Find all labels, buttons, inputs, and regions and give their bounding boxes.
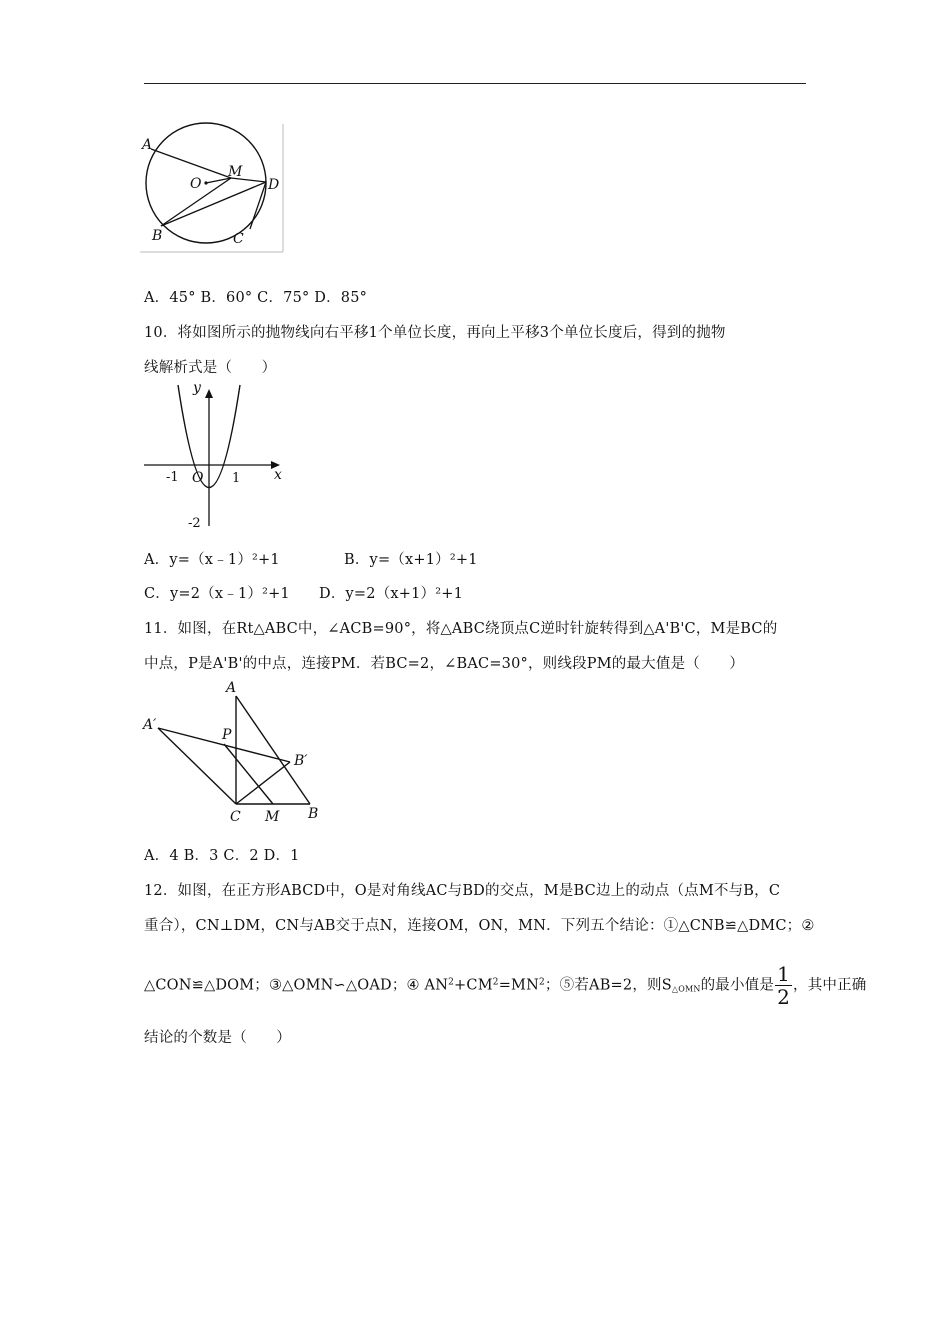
q12-sup-3: 2 bbox=[538, 977, 545, 988]
q9-point-b: B bbox=[152, 228, 163, 244]
q11-stem-line2: 中点，P是A'B'的中点，连接PM．若BC=2，∠BAC=30°，则线段PM的最大值是（ ） bbox=[144, 656, 745, 672]
q12-frac-numerator: 1 bbox=[777, 962, 790, 986]
q10-stem-line1: 10．将如图所示的抛物线向右平移1个单位长度，再向上平移3个单位长度后，得到的抛物 bbox=[144, 325, 726, 341]
q11-stem-line1: 11．如图，在Rt△ABC中，∠ACB=90°，将△ABC绕顶点C逆时针旋转得到△A'B'C，M是BC的 bbox=[144, 621, 778, 637]
q11-point-a-prime: A′ bbox=[143, 717, 157, 733]
q11-point-c: C bbox=[230, 809, 241, 825]
q12-line3-part-a: △CON≌△DOM；③△OMN∽△OAD；④ AN bbox=[144, 977, 449, 994]
q12-sub-triangle: △OMN bbox=[671, 984, 701, 994]
q10-stem-line2: 线解析式是（ ） bbox=[144, 360, 277, 376]
q12-line3-part-d: ；⑤若AB=2，则S bbox=[544, 977, 672, 994]
q10-option-d: D．y=2（x+1）²+1 bbox=[319, 586, 464, 602]
q10-parabola-figure bbox=[140, 380, 290, 530]
q10-option-a: A．y=（x﹣1）²+1 bbox=[144, 552, 280, 568]
q12-sup-2: 2 bbox=[492, 977, 499, 988]
q10-origin-label: O bbox=[192, 470, 204, 486]
q9-point-d: D bbox=[268, 177, 280, 193]
header-rule bbox=[144, 83, 806, 84]
q11-point-m: M bbox=[265, 809, 280, 825]
q12-sup-1: 2 bbox=[448, 977, 455, 988]
q11-point-a: A bbox=[226, 680, 237, 696]
q9-point-c: C bbox=[233, 231, 244, 247]
q12-line3-part-b: +CM bbox=[454, 977, 493, 994]
q10-tick-neg1: -1 bbox=[166, 470, 179, 485]
q9-point-o: O bbox=[190, 176, 202, 192]
q12-stem-line3 bbox=[144, 964, 867, 1007]
q12-stem-line2: 重合），CN⊥DM，CN与AB交于点N，连接OM，ON，MN．下列五个结论：①△CNB≌△DMC；② bbox=[144, 918, 815, 934]
q9-point-m: M bbox=[228, 164, 243, 180]
q12-line3-part-f: ，其中正确 bbox=[793, 977, 867, 994]
q10-tick-neg2: -2 bbox=[188, 516, 201, 531]
q12-fraction bbox=[775, 964, 792, 1007]
q11-point-b: B bbox=[308, 806, 319, 822]
q10-y-label: y bbox=[193, 380, 201, 396]
q10-option-c: C．y=2（x﹣1）²+1 bbox=[144, 586, 290, 602]
q12-line3-part-e: 的最小值是 bbox=[700, 977, 775, 994]
q12-stem-line4: 结论的个数是（ ） bbox=[144, 1030, 291, 1046]
q9-point-a: A bbox=[142, 137, 153, 153]
q11-options: A．4 B．3 C．2 D．1 bbox=[144, 848, 300, 864]
q11-point-b-prime: B′ bbox=[294, 753, 308, 769]
q12-frac-denominator: 2 bbox=[777, 985, 790, 1009]
q12-stem-line1: 12．如图，在正方形ABCD中，O是对角线AC与BD的交点，M是BC边上的动点（点M不与B，C bbox=[144, 883, 781, 899]
q9-circle-figure bbox=[140, 122, 288, 254]
q10-tick-1: 1 bbox=[232, 471, 241, 486]
q10-x-label: x bbox=[274, 467, 282, 483]
q10-option-b: B．y=（x+1）²+1 bbox=[344, 552, 478, 568]
q12-line3-part-c: =MN bbox=[498, 977, 539, 994]
q11-triangle-figure bbox=[140, 676, 330, 826]
q9-options: A．45° B．60° C．75° D．85° bbox=[144, 290, 368, 306]
q11-point-p: P bbox=[222, 727, 232, 743]
